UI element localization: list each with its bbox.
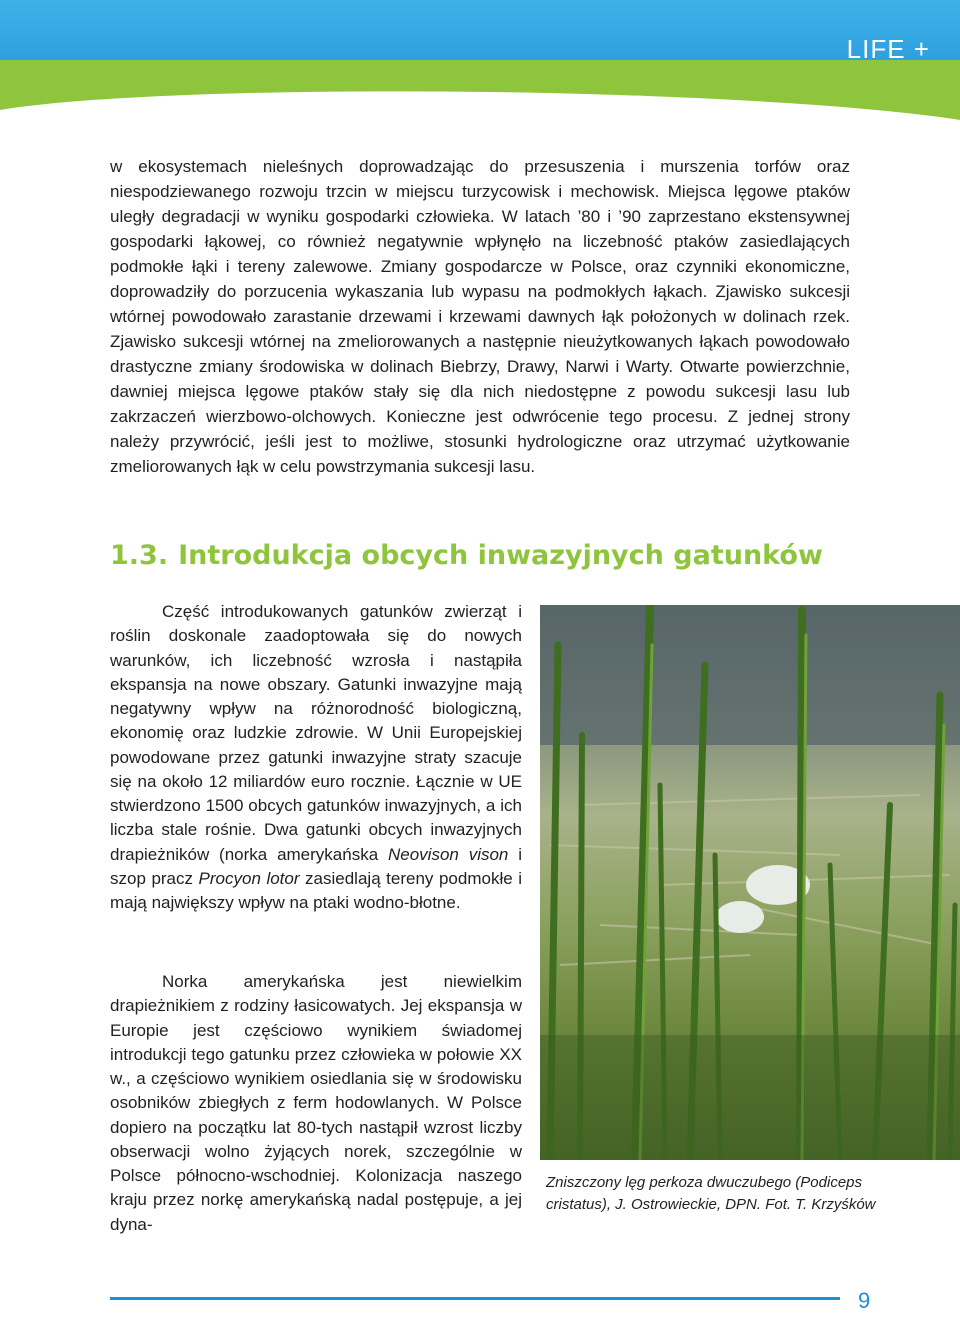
body-paragraph-1-text-b: i szop pracz: [110, 844, 522, 888]
body-paragraph-1-text-a: Część introdukowanych gatunków zwierząt i roślin doskonale zaadoptowała się do nowych warunków, ich liczebność wzrosła i nastąpiła ekspansja na nowe obszary. Gatunki inwazyjne mają negatywny wpływ na różnorodność biologiczną, ekonomię oraz ludzkie zdrowie. W Unii Europejskiej powodowane przez gatunki inwazyjne straty szacuje się na około 12 miliardów euro rocznie. Łącznie w UE stwierdzono 1500 obcych gatunków inwazyjnych, a ich liczba stale rośnie. Dwa gatunki obcych inwazyjnych drapieżników (norka amerykańska: [110, 602, 522, 864]
page-number: 9: [858, 1288, 871, 1313]
section-number: 1.3.: [110, 540, 169, 571]
body-paragraph-1: [110, 600, 522, 915]
body-paragraph-2: [110, 970, 522, 1237]
body-paragraph-2-text: Norka amerykańska jest niewielkim drapieżnikiem z rodziny łasicowatych. Jej ekspansja w Europie jest częściowo wynikiem świadomej introdukcji tego gatunku przez człowieka w połowie XX w., a częściowo wynikiem osiedlania się w środowisku osobników zbiegłych z ferm hodowlanych. W Polsce dopiero na początku lat 80-tych nastąpił wzrost liczby obserwacji wolno żyjących norek, szczególnie w Polsce północno-wschodniej. Kolonizacja naszego kraju przez norkę amerykańską nadal postępuje, a jej dyna-: [110, 972, 522, 1234]
latin-name-mink: Neovison vison: [388, 844, 509, 864]
body-paragraph-1-text-c: zasiedlają tereny podmokłe i mają największy wpływ na ptaki wodno-błotne.: [110, 868, 522, 912]
footer-rule: [110, 1297, 840, 1300]
reed-nest-photo: [540, 605, 960, 1160]
latin-name-raccoon: Procyon lotor: [198, 868, 300, 888]
series-label: LIFE +: [846, 34, 930, 64]
photo-illustration: [540, 605, 960, 1160]
photo-caption: Zniszczony lęg perkoza dwuczubego (Podiceps cristatus), J. Ostrowieckie, DPN. Fot. T. Krzyśków: [546, 1174, 876, 1213]
intro-paragraph: w ekosystemach nieleśnych doprowadzając do przesuszenia i murszenia torfów oraz niespodziewanego rozwoju trzcin w miejscu turzycowisk i mechowisk. Miejsca lęgowe ptaków uległy degradacji w wyniku gospodarki człowieka. W latach ’80 i ’90 zaprzestano ekstensywnej gospodarki łąkowej, co również negatywnie wpłynęło na liczebność ptaków zasiedlających podmokłe łąki i tereny zalewowe. Zmiany gospodarcze w Polsce, oraz czynniki ekonomiczne, doprowadziły do porzucenia wykaszania lub wypasu na podmokłych łąkach. Zjawisko sukcesji wtórnej powodowało zarastanie drzewami i krzewami dawnych łąk położonych w dolinach rzek. Zjawisko sukcesji wtórnej na zmeliorowanych a następnie nieużytkowanych łąkach powodowało drastyczne zmiany środowiska w dolinach Biebrzy, Drawy, Narwi i Warty. Otwarte powierzchnie, dawniej miejsca lęgowe ptaków stały się dla nich niedostępne z powodu sukcesji lasu lub zakrzaczeń wierzbowo-olchowych. Konieczne jest odwrócenie tego procesu. Z jednej strony należy przywrócić, jeśli jest to możliwe, stosunki hydrologiczne oraz utrzymać użytkowanie zmeliorowanych łąk w celu powstrzymania sukcesji lasu.: [110, 157, 850, 476]
section-heading: [110, 540, 823, 571]
section-title: Introdukcja obcych inwazyjnych gatunków: [178, 540, 823, 571]
